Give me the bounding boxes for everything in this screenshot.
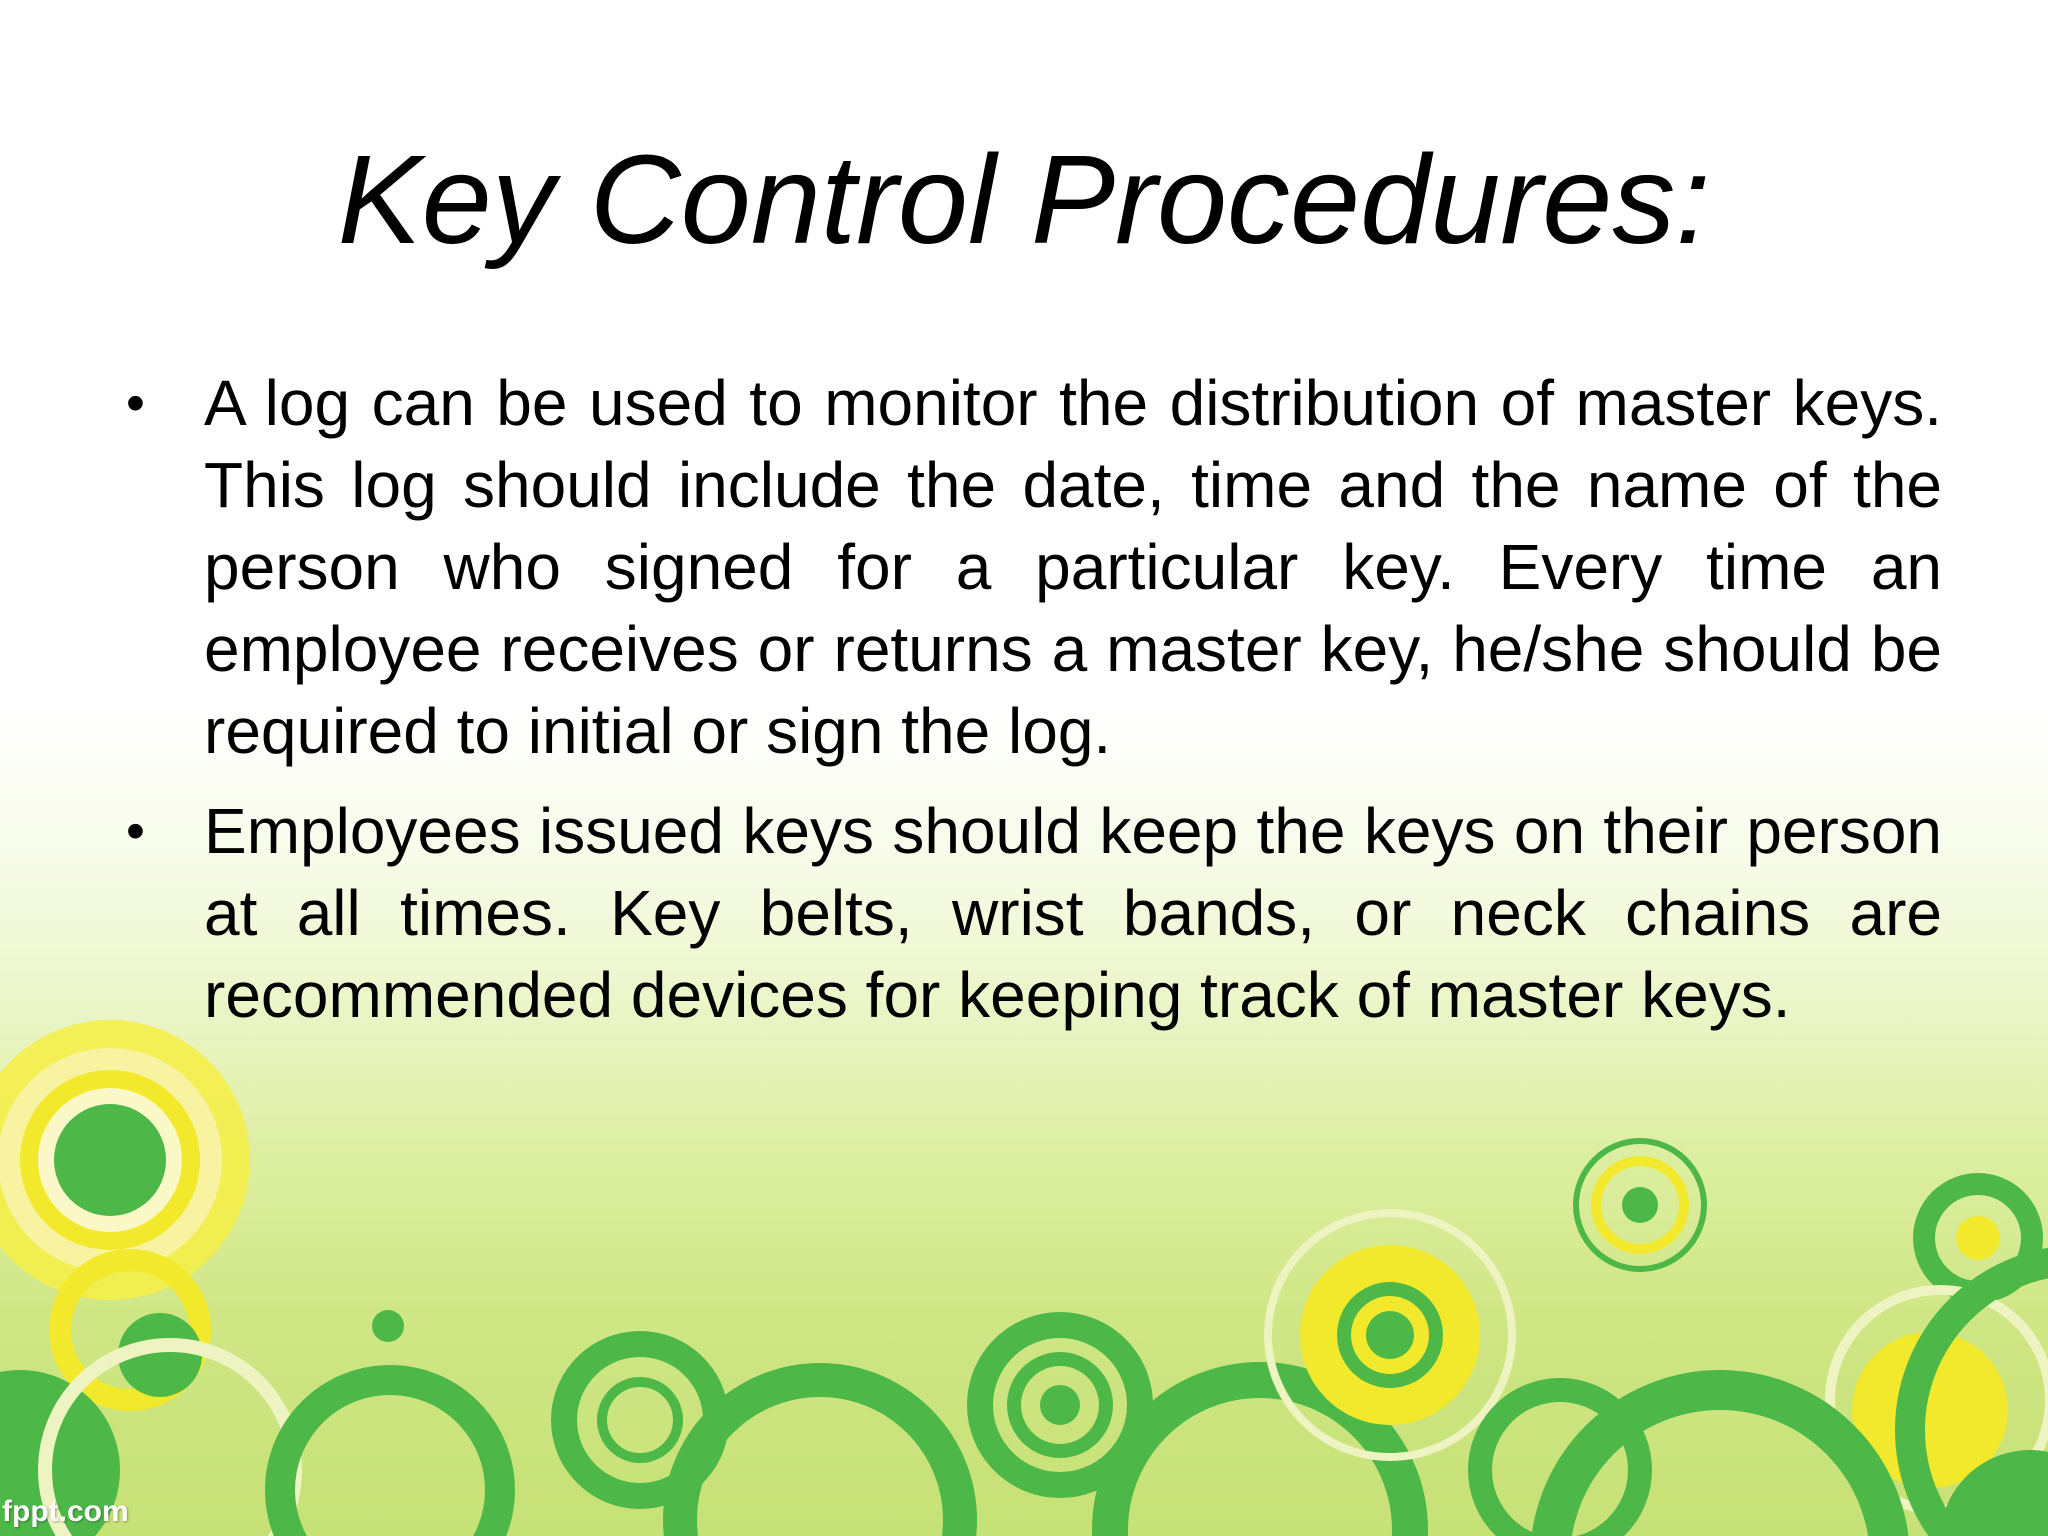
bottom-green-ring-3 (680, 1380, 960, 1536)
bullet-text: Employees issued keys should keep the keys on their person at all times. Key belts, wrist bands, or neck chains are recommended devices for keeping track of master keys. (204, 795, 1942, 1031)
small-green-dot (372, 1310, 404, 1342)
bottom-green-ring-2-inner (602, 1382, 678, 1458)
bullet-item-2 (120, 790, 1942, 1036)
bullet-marker: • (126, 373, 145, 433)
bullet-text: A log can be used to monitor the distribution of master keys. This log should include the date, time and the name of the person who signed for a particular key. Every time an employee receives or returns a master key, he/she should be required to initial or sign the log. (204, 367, 1942, 767)
slide-title: Key Control Procedures: (337, 129, 1711, 270)
upper-right-green-dot (1622, 1187, 1658, 1223)
bullet-marker: • (126, 801, 145, 861)
bullet-item-1 (120, 362, 1942, 772)
bottom-green-dot-4 (1040, 1385, 1080, 1425)
fppt-watermark: fppt.com (2, 1495, 129, 1528)
far-right-yellow-core (1956, 1216, 2000, 1260)
bullet-list (120, 362, 1942, 1054)
left-green-core (54, 1104, 166, 1216)
mid-right-green-core (1366, 1311, 1414, 1359)
bottom-green-ring-1 (280, 1380, 500, 1536)
